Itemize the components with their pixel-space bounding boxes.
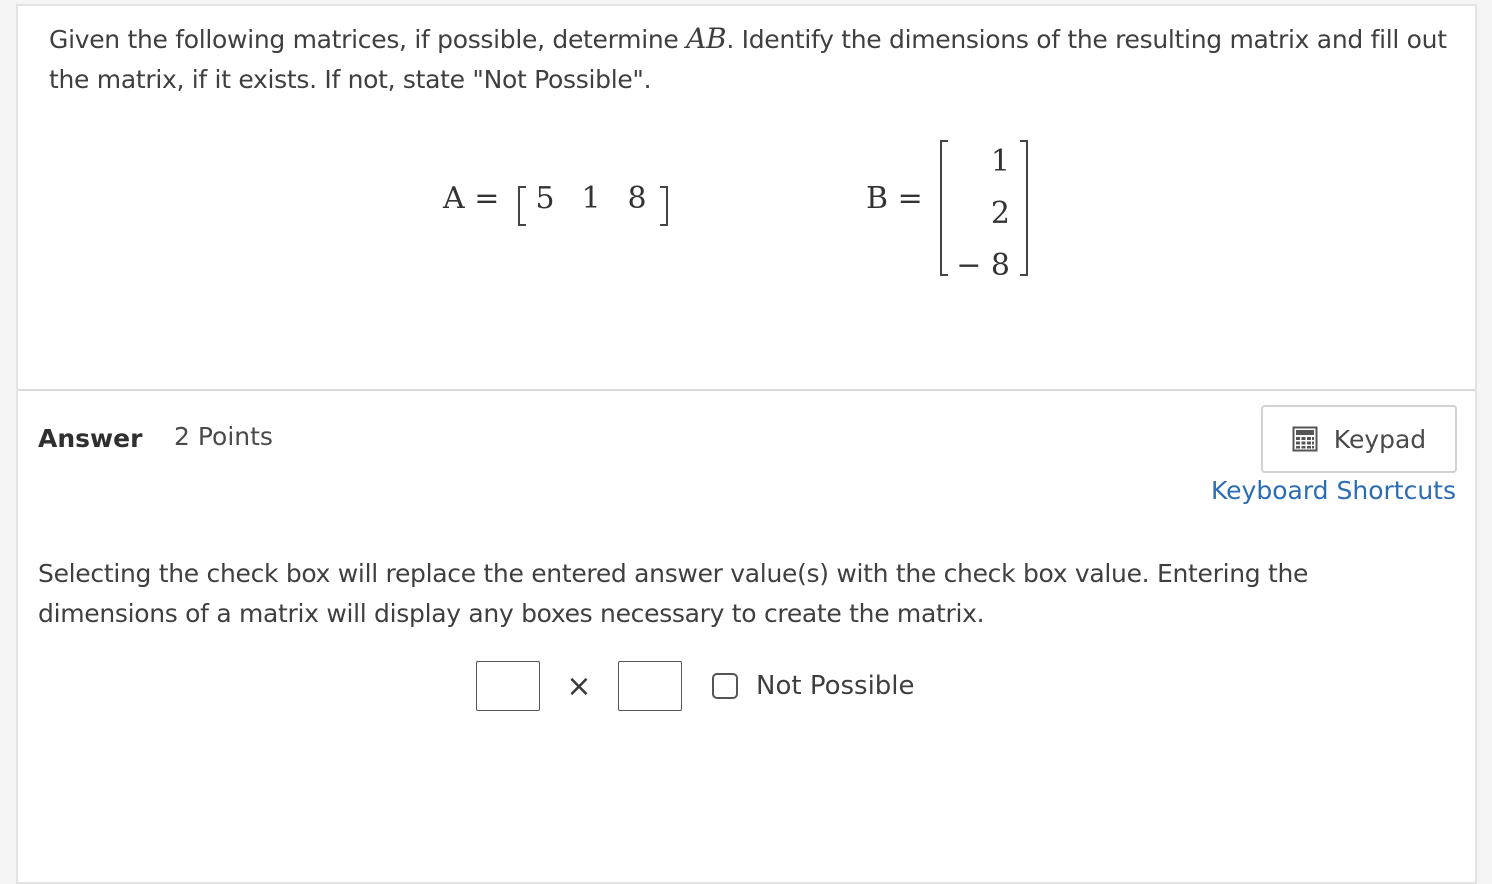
question-text xyxy=(49,19,1459,100)
question-text-after: . Identify the dimensions of the resulting matrix and fill out the matrix, if it exists. If not, state "Not Possible". xyxy=(49,25,1447,94)
columns-input[interactable] xyxy=(618,661,682,711)
points-label: 2 Points xyxy=(174,422,273,451)
keyboard-shortcuts-link[interactable]: Keyboard Shortcuts xyxy=(1211,476,1456,505)
matrix-b-label: B = xyxy=(866,181,923,216)
matrix-b-entry: 1 xyxy=(990,144,1010,179)
keypad-button[interactable] xyxy=(1261,405,1457,473)
matrix-b-entry: − 8 xyxy=(956,248,1010,283)
section-divider xyxy=(18,389,1475,391)
matrix-b-entry: 2 xyxy=(990,196,1010,231)
matrix-a-label: A = xyxy=(443,181,500,216)
not-possible-checkbox[interactable] xyxy=(712,673,738,699)
matrix-b-entries xyxy=(950,136,1020,292)
matrix-b-right-bracket xyxy=(1020,140,1028,276)
dimension-inputs xyxy=(476,660,915,712)
times-symbol: × xyxy=(566,668,592,704)
rows-input[interactable] xyxy=(476,661,540,711)
matrix-a-right-bracket xyxy=(660,186,668,226)
not-possible-label[interactable]: Not Possible xyxy=(756,671,915,701)
keypad-button-label: Keypad xyxy=(1333,424,1427,454)
answer-instructions: Selecting the check box will replace the entered answer value(s) with the check box value. Entering the dimensions of a matrix will display any boxes necessary to create the matrix. xyxy=(38,559,1309,628)
matrix-a-entry: 1 xyxy=(581,181,601,216)
matrix-a-entry: 5 xyxy=(535,181,555,216)
calculator-icon xyxy=(1292,426,1318,452)
matrix-a-entries xyxy=(522,181,660,216)
question-variable-ab: AB xyxy=(686,22,727,55)
matrix-a-entry: 8 xyxy=(627,181,647,216)
matrix-b-left-bracket xyxy=(940,140,948,276)
question-text-before: Given the following matrices, if possible, determine xyxy=(49,25,687,54)
answer-label: Answer xyxy=(38,424,143,453)
question-card xyxy=(16,4,1477,884)
matrix-display xyxy=(18,126,1475,296)
